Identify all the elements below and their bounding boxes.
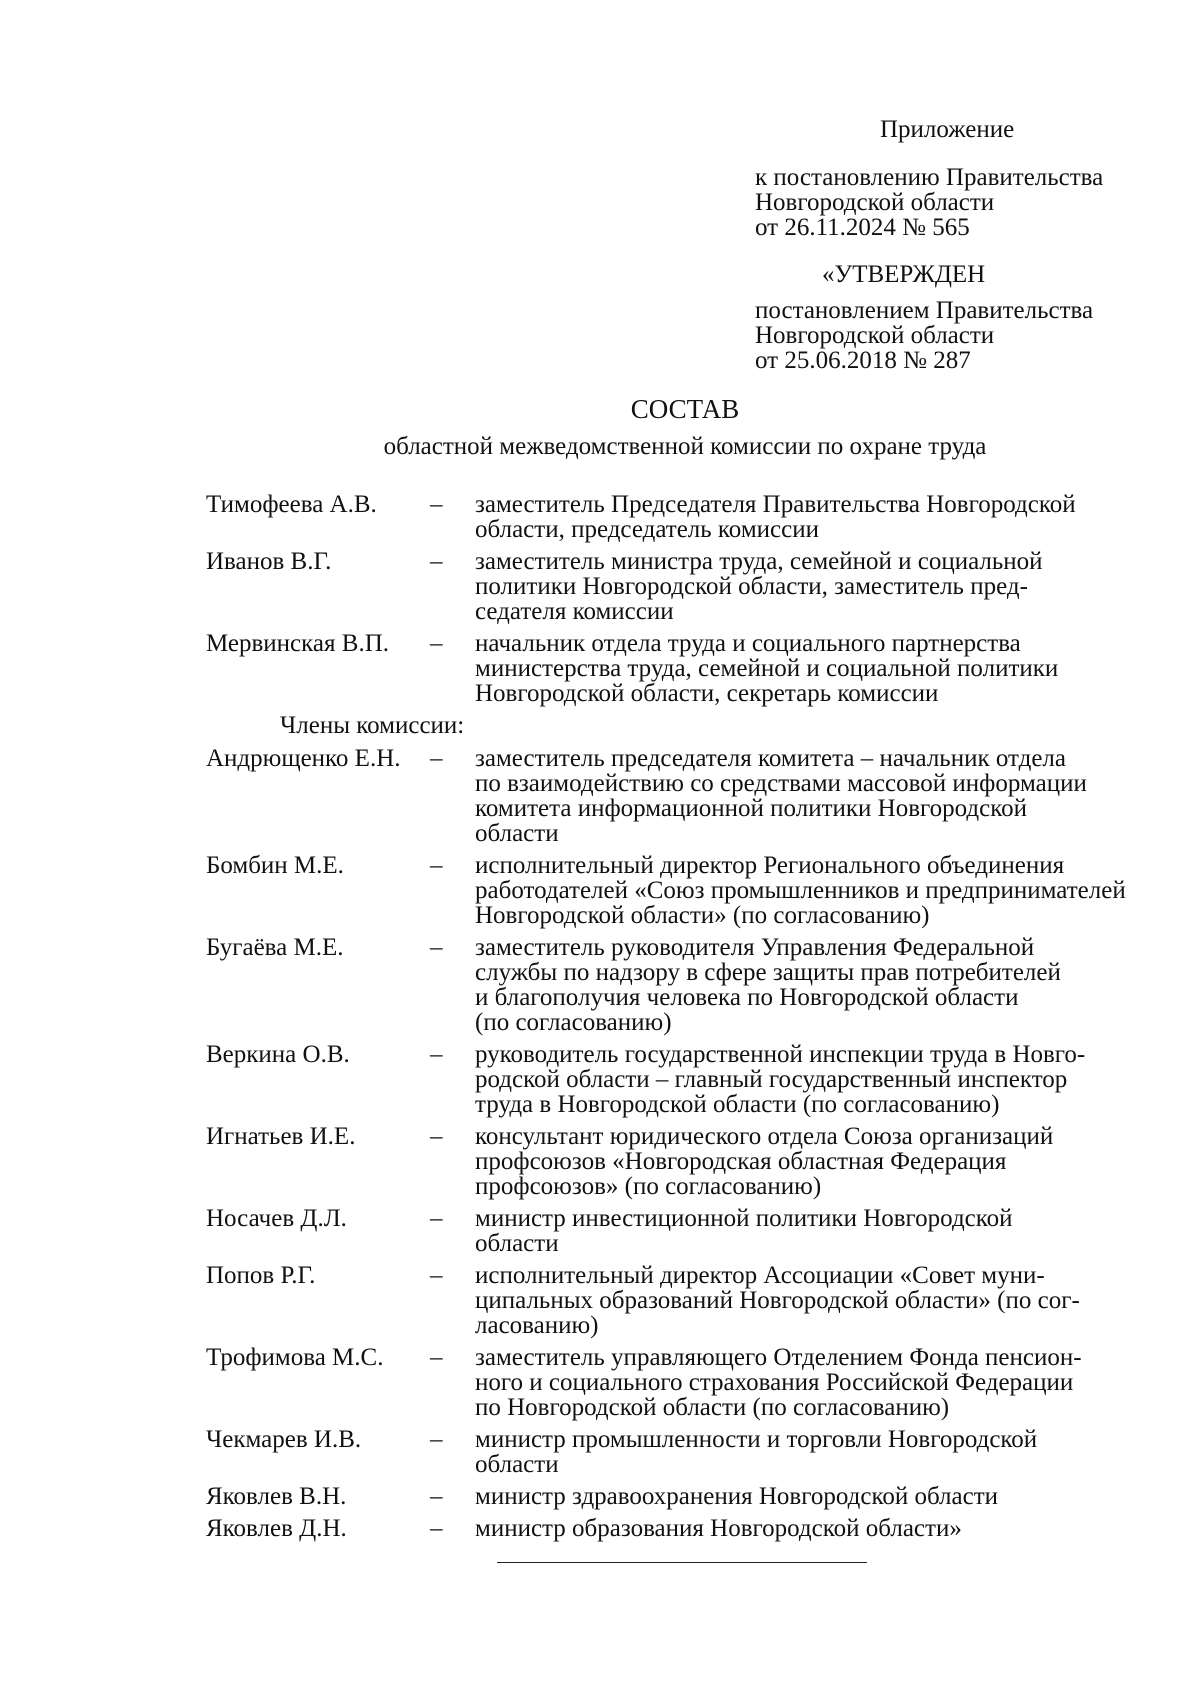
- member-role: [475, 1516, 1166, 1541]
- member-role: [475, 1345, 1166, 1420]
- member-role-line: министр промышленности и торговли Новгородской: [475, 1426, 1038, 1453]
- member-role-line: ласованию): [475, 1312, 599, 1339]
- member-row: [206, 1484, 1166, 1509]
- member-role-line: области: [475, 1451, 559, 1478]
- member-role-line: ципальных образований Новгородской области» (по сог-: [475, 1287, 1080, 1314]
- appendix-line: от 26.11.2024 № 565: [755, 214, 970, 241]
- member-role-line: заместитель министра труда, семейной и социальной: [475, 548, 1043, 575]
- member-role-line: консультант юридического отдела Союза организаций: [475, 1123, 1054, 1150]
- member-name: Чекмарев И.В.: [206, 1426, 362, 1453]
- member-role: [475, 1427, 1166, 1477]
- member-role: [475, 549, 1166, 624]
- member-role-line: исполнительный директор Ассоциации «Совет муни-: [475, 1262, 1045, 1289]
- member-role: [475, 746, 1166, 846]
- member-role-line: заместитель председателя комитета – начальник отдела: [475, 745, 1067, 772]
- member-name: Носачев Д.Л.: [206, 1205, 347, 1232]
- member-name: Веркина О.В.: [206, 1041, 350, 1068]
- dash-separator: –: [430, 1041, 443, 1068]
- member-role: [475, 935, 1166, 1035]
- dash-separator: –: [430, 1426, 443, 1453]
- member-row: [206, 935, 1166, 1035]
- member-role-line: министр образования Новгородской области»: [475, 1515, 962, 1542]
- dash-separator: –: [430, 934, 443, 961]
- member-role-line: по Новгородской области (по согласованию): [475, 1394, 950, 1421]
- member-role: [475, 1206, 1166, 1256]
- member-role: [475, 1124, 1166, 1199]
- member-role: [475, 853, 1166, 928]
- member-role-line: ного и социального страхования Российской Федерации: [475, 1369, 1074, 1396]
- approved-line: постановлением Правительства: [755, 297, 1094, 324]
- dash-separator: –: [430, 1262, 443, 1289]
- member-row: [206, 1206, 1166, 1256]
- member-name: Яковлев В.Н.: [206, 1483, 347, 1510]
- dash-separator: –: [430, 1483, 443, 1510]
- member-role-line: руководитель государственной инспекции труда в Новго-: [475, 1041, 1086, 1068]
- member-name: Тимофеева А.В.: [206, 491, 377, 518]
- dash-separator: –: [430, 1344, 443, 1371]
- appendix-block: [755, 165, 1175, 240]
- member-row: [206, 631, 1166, 706]
- member-role-line: родской области – главный государственный инспектор: [475, 1066, 1068, 1093]
- approved-line: Новгородской области: [755, 322, 995, 349]
- dash-separator: –: [430, 548, 443, 575]
- member-name: Бомбин М.Е.: [206, 852, 344, 879]
- member-name: Иванов В.Г.: [206, 548, 332, 575]
- member-role-line: министр здравоохранения Новгородской области: [475, 1483, 999, 1510]
- dash-separator: –: [430, 491, 443, 518]
- member-role-line: профсоюзов «Новгородская областная Федерация: [475, 1148, 1007, 1175]
- member-role-line: области: [475, 1230, 559, 1257]
- approved-title: «УТВЕРЖДЕН: [822, 261, 986, 288]
- member-name: Мервинская В.П.: [206, 630, 389, 657]
- member-role-line: работодателей «Союз промышленников и предпринимателей: [475, 877, 1126, 904]
- dash-separator: –: [430, 630, 443, 657]
- member-role-line: политики Новгородской области, заместитель пред-: [475, 573, 1028, 600]
- member-row: [206, 492, 1166, 542]
- appendix-line: к постановлению Правительства: [755, 164, 1104, 191]
- document-title: СОСТАВ: [630, 394, 740, 424]
- member-role-line: труда в Новгородской области (по согласованию): [475, 1091, 1000, 1118]
- member-role-line: седателя комиссии: [475, 598, 674, 625]
- approved-line: от 25.06.2018 № 287: [755, 347, 971, 374]
- member-role: [475, 1263, 1166, 1338]
- member-row: [206, 1124, 1166, 1199]
- member-role-line: и благополучия человека по Новгородской области: [475, 984, 1019, 1011]
- members-heading: Члены комиссии:: [280, 712, 465, 739]
- member-name: Игнатьев И.Е.: [206, 1123, 356, 1150]
- member-role-line: заместитель руководителя Управления Федеральной: [475, 934, 1035, 961]
- member-role-line: Новгородской области» (по согласованию): [475, 902, 930, 929]
- appendix-title: Приложение: [880, 116, 1015, 143]
- dash-separator: –: [430, 1205, 443, 1232]
- dash-separator: –: [430, 745, 443, 772]
- approved-block: [755, 298, 1175, 373]
- member-role: [475, 1042, 1166, 1117]
- document-subtitle: областной межведомственной комиссии по охране труда: [383, 433, 987, 460]
- member-role-line: Новгородской области, секретарь комиссии: [475, 680, 939, 707]
- dash-separator: –: [430, 1123, 443, 1150]
- commission-list: [206, 492, 1166, 1548]
- member-row: [206, 746, 1166, 846]
- member-role-line: начальник отдела труда и социального партнерства: [475, 630, 1021, 657]
- member-role-line: заместитель Председателя Правительства Новгородской: [475, 491, 1076, 518]
- member-name: Бугаёва М.Е.: [206, 934, 344, 961]
- member-role-line: области, председатель комиссии: [475, 516, 819, 543]
- member-role-line: (по согласованию): [475, 1009, 672, 1036]
- member-role: [475, 1484, 1166, 1509]
- member-name: Андрющенко Е.Н.: [206, 745, 401, 772]
- member-row: [206, 1516, 1166, 1541]
- member-role-line: министр инвестиционной политики Новгородской: [475, 1205, 1013, 1232]
- member-role-line: профсоюзов» (по согласованию): [475, 1173, 822, 1200]
- member-row: [206, 549, 1166, 624]
- member-role-line: области: [475, 820, 559, 847]
- closing-rule: [497, 1562, 867, 1563]
- member-name: Трофимова М.С.: [206, 1344, 384, 1371]
- member-row: [206, 1263, 1166, 1338]
- member-role-line: службы по надзору в сфере защиты прав потребителей: [475, 959, 1061, 986]
- dash-separator: –: [430, 852, 443, 879]
- member-name: Яковлев Д.Н.: [206, 1515, 347, 1542]
- member-role-line: заместитель управляющего Отделением Фонда пенсион-: [475, 1344, 1082, 1371]
- member-name: Попов Р.Г.: [206, 1262, 316, 1289]
- member-row: [206, 1427, 1166, 1477]
- member-role-line: исполнительный директор Регионального объединения: [475, 852, 1065, 879]
- member-row: [206, 853, 1166, 928]
- member-role-line: министерства труда, семейной и социальной политики: [475, 655, 1059, 682]
- member-role: [475, 631, 1166, 706]
- dash-separator: –: [430, 1515, 443, 1542]
- member-row: [206, 1042, 1166, 1117]
- member-role: [475, 492, 1166, 542]
- member-role-line: комитета информационной политики Новгородской: [475, 795, 1027, 822]
- appendix-line: Новгородской области: [755, 189, 995, 216]
- member-row: [206, 1345, 1166, 1420]
- member-role-line: по взаимодействию со средствами массовой информации: [475, 770, 1087, 797]
